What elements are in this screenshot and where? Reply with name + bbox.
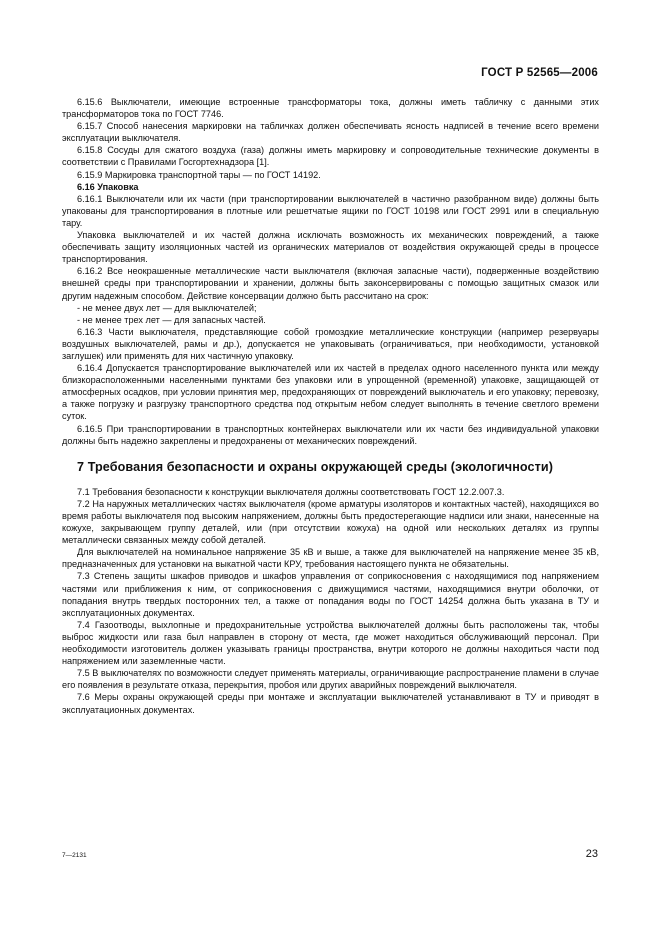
paragraph-6-16-1: 6.16.1 Выключатели или их части (при транспортировании выключателей в частично разобранном виде) должны быть упакованы для транспортирования в плотные или решетчатые ящики по ГОСТ 10198 или ГОСТ 2991 или в специальную тару. <box>62 193 599 228</box>
paragraph-packaging-protection: Упаковка выключателей и их частей должна исключать возможность их механических повреждений, а также обеспечивать защиту изоляционных частей из органических материалов от воздействия окружающей среды в процессе транспортирования. <box>62 230 599 265</box>
paragraph-6-16-5: 6.16.5 При транспортировании в транспортных контейнерах выключатели или их части без индивидуальной упаковки должны быть надежно закреплены и предохранены от механических повреждений. <box>62 423 599 446</box>
page-number: 23 <box>585 848 598 860</box>
print-code: 7—2131 <box>62 852 87 859</box>
list-item-three-years: - не менее трех лет — для запасных частей. <box>77 314 266 325</box>
paragraph-6-15-6: 6.15.6 Выключатели, имеющие встроенные трансформаторы тока, должны иметь табличку с данными этих трансформаторов тока по ГОСТ 7746. <box>62 97 599 120</box>
paragraph-6-15-8: 6.15.8 Сосуды для сжатого воздуха (газа) должны иметь маркировку и сопроводительные технические документы в соответствии с Правилами Госгортехнадзора [1]. <box>62 145 599 168</box>
paragraph-7-2: 7.2 На наружных металлических частях выключателя (кроме арматуры изоляторов и контактных частей), находящихся во время работы выключателя под высоким напряжением, должны быть предостерегающие надписи или знаки, нанесенные на кожухе, закрывающем группу деталей, или (при отсутствии кожуха) на одной или нескольких деталях из группы металлически связанных между собой деталей. <box>62 498 599 546</box>
paragraph-6-15-9: 6.15.9 Маркировка транспортной тары — по ГОСТ 14192. <box>77 169 321 180</box>
page-body <box>62 96 599 716</box>
paragraph-7-1: 7.1 Требования безопасности к конструкции выключателя должны соответствовать ГОСТ 12.2.007.3. <box>77 486 505 497</box>
paragraph-7-4: 7.4 Газоотводы, выхлопные и предохранительные устройства выключателей должны быть расположены так, чтобы выброс жидкости или газа был направлен в сторону от места, где может находиться обслуживающий персонал. При необходимости изготовитель должен указывать границы пространства, внутри которого не должны находиться части под напряжением или заземленные части. <box>62 619 599 667</box>
paragraph-7-5: 7.5 В выключателях по возможности следует применять материалы, ограничивающие распространение пламени в случае его появления в результате отказа, перекрытия, пробоя или других аварийных повреждений выключателя. <box>62 668 599 691</box>
paragraph-7-3: 7.3 Степень защиты шкафов приводов и шкафов управления от соприкосновения с находящимися под напряжением частями или приближения к ним, от соприкосновения с движущимися частями, находящимися внутри оболочки, от попадания внутрь твердых посторонних тел, а также от попадания воды по ГОСТ 14254 должна быть указана в ТУ и эксплуатационных документах. <box>62 571 599 618</box>
subsection-title-packaging: 6.16 Упаковка <box>77 181 139 192</box>
paragraph-7-6: 7.6 Меры охраны окружающей среды при монтаже и эксплуатации выключателей устанавливают в ТУ и приводят в эксплуатационных документах. <box>62 692 599 715</box>
section-title-safety: 7 Требования безопасности и охраны окружающей среды (экологичности) <box>77 459 554 474</box>
paragraph-6-16-2: 6.16.2 Все неокрашенные металлические части выключателя (включая запасные части), подверженные воздействию внешней среды при транспортировании и хранении, должны быть законсервированы с помощью защитных смазок или другим надежным способом. Действие консервации должно быть рассчитано на срок: <box>62 266 599 301</box>
paragraph-6-16-3: 6.16.3 Части выключателя, представляющие собой громоздкие металлические конструкции (например резервуары воздушных выключателей, рамы и др.), допускается не упаковывать (ограничиваться, при необходимости, установкой заглушек) или применять для них частичную упаковку. <box>62 326 599 361</box>
paragraph-6-16-4: 6.16.4 Допускается транспортирование выключателей или их частей в пределах одного населенного пункта или между близкорасположенными населенными пунктами без упаковки или в упрощенной (временной) упаковке, защищающей от атмосферных осадков, при условии принятия мер, предохраняющих от повреждений выключатель и его упаковку; перевозку, а также погрузку и разгрузку транспортного средства под открытым небом следует выполнять в течение светлого времени суток. <box>62 363 599 422</box>
paragraph-voltage-exception: Для выключателей на номинальное напряжение 35 кВ и выше, а также для выключателей на напряжение менее 35 кВ, предназначенных для установки на выкатной части КРУ, требования настоящего пункта не обязательны. <box>62 547 599 570</box>
document-id-header: ГОСТ Р 52565—2006 <box>481 67 598 79</box>
list-item-two-years: - не менее двух лет — для выключателей; <box>77 302 257 313</box>
paragraph-6-15-7: 6.15.7 Способ нанесения маркировки на табличках должен обеспечивать ясность надписей в течение всего времени эксплуатации выключателя. <box>62 121 599 144</box>
